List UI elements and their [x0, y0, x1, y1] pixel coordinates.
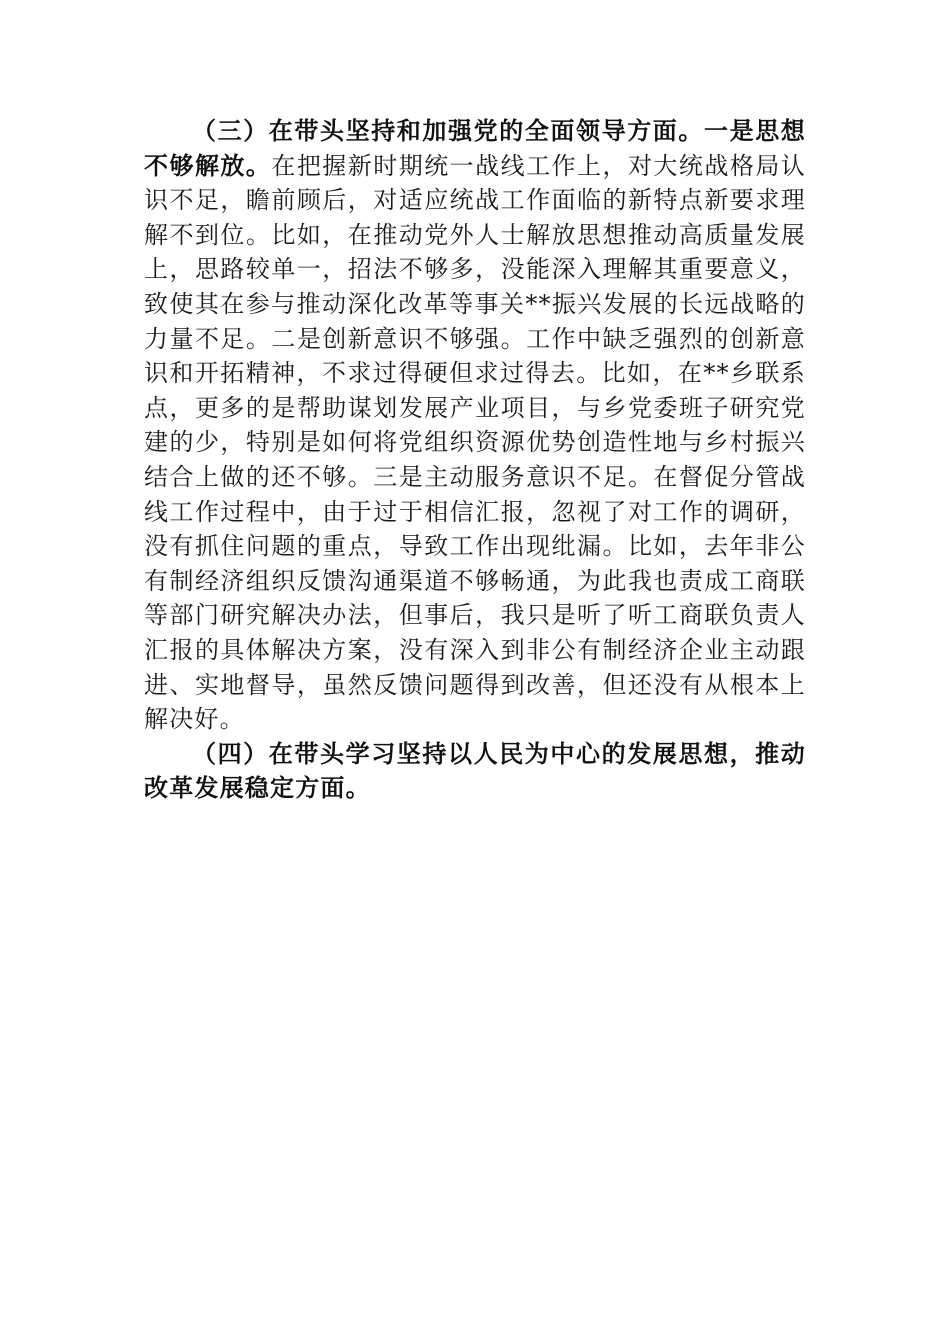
section-4-heading: （四）在带头学习坚持以人民为中心的发展思想，推动改革发展稳定方面。 [144, 738, 806, 803]
point-1-title: 一是思想不够解放。 [144, 116, 806, 180]
document-body [144, 114, 806, 806]
paragraph-section-4 [144, 737, 806, 806]
section-3-heading: （三）在带头坚持和加强党的全面领导方面。 [192, 116, 704, 145]
section-3-body: 在把握新时期统一战线工作上，对大统战格局认识不足，瞻前顾后，对适应统战工作面临的新特点新要求理解不到位。比如，在推动党外人士解放思想推动高质量发展上，思路较单一，招法不够多，没能深入理解其重要意义，致使其在参与推动深化改革等事关**振兴发展的长远战略的力量不足。二是创新意识不够强。工作中缺乏强烈的创新意识和开拓精神，不求过得硬但求过得去。比如，在**乡联系点，更多的是帮助谋划发展产业项目，与乡党委班子研究党建的少，特别是如何将党组织资源优势创造性地与乡村振兴结合上做的还不够。三是主动服务意识不足。在督促分管战线工作过程中，由于过于相信汇报，忽视了对工作的调研，没有抓住问题的重点，导致工作出现纰漏。比如，去年非公有制经济组织反馈沟通渠道不够畅通，为此我也责成工商联等部门研究解决办法，但事后，我只是听了听工商联负责人汇报的具体解决方案，没有深入到非公有制经济企业主动跟进、实地督导，虽然反馈问题得到改善，但还没有从根本上解决好。 [144, 151, 806, 734]
paragraph-section-3 [144, 114, 806, 737]
